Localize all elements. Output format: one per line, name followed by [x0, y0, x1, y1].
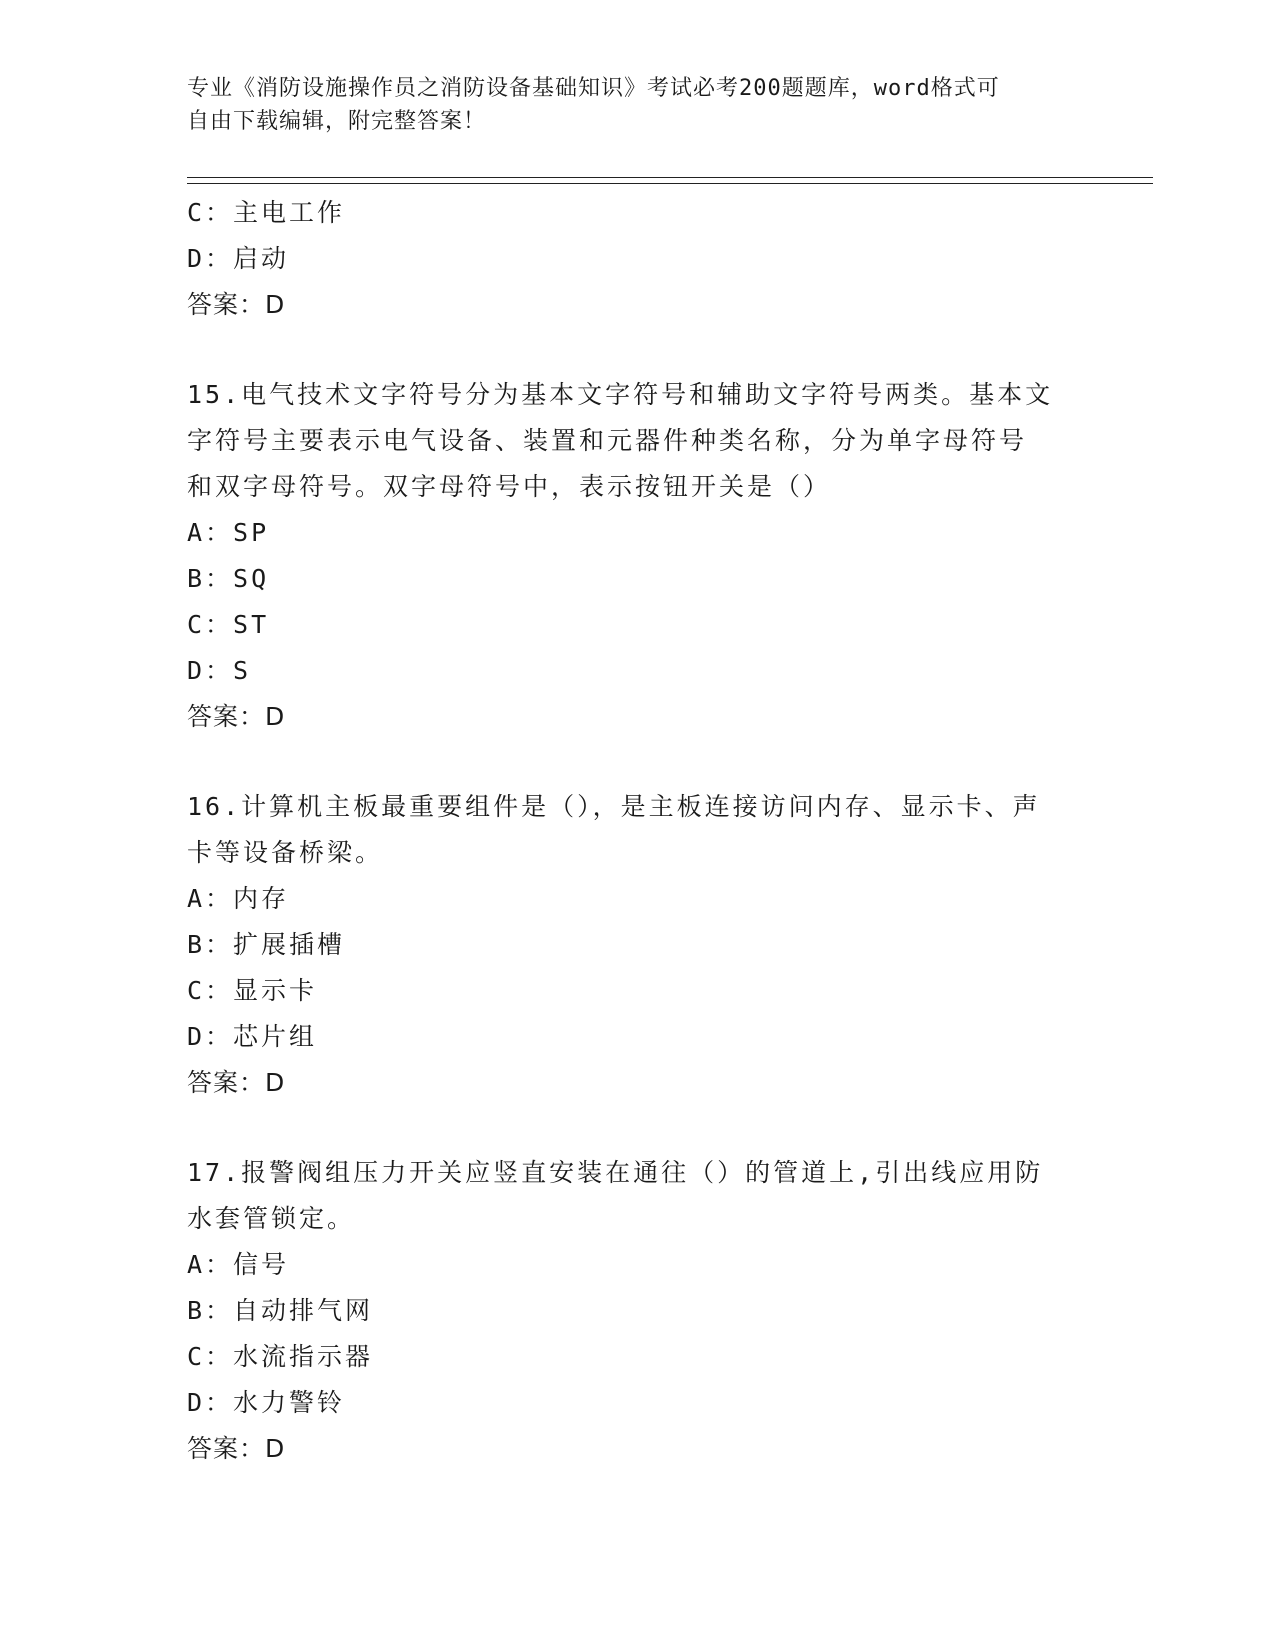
question-stem-line: 和双字母符号。双字母符号中，表示按钮开关是（）: [187, 472, 832, 501]
option-a: A：信号: [187, 1250, 290, 1279]
option-b: B：SQ: [187, 564, 270, 593]
question-stem-line: 水套管锁定。: [187, 1204, 356, 1233]
question-stem-line: 17.报警阀组压力开关应竖直安装在通往（）的管道上,引出线应用防: [187, 1158, 1044, 1187]
option-d: D：水力警铃: [187, 1388, 346, 1417]
question-stem-line: 卡等设备桥梁。: [187, 838, 384, 867]
answer-line: 答案：D: [187, 1068, 286, 1097]
document-header: [187, 72, 1067, 138]
option-b: B：自动排气网: [187, 1296, 374, 1325]
option-a: A：SP: [187, 518, 270, 547]
answer-line: 答案：D: [187, 290, 286, 319]
option-c: C：显示卡: [187, 976, 318, 1005]
option-a: A：内存: [187, 884, 290, 913]
question-stem-line: 字符号主要表示电气设备、装置和元器件种类名称，分为单字母符号: [187, 426, 1028, 455]
question-stem-line: 16.计算机主板最重要组件是（），是主板连接访问内存、显示卡、声: [187, 792, 1041, 821]
option-b: B：扩展插槽: [187, 930, 346, 959]
header-divider-bottom: [187, 183, 1153, 184]
question-15: [187, 372, 1067, 740]
spacer: [187, 328, 1067, 372]
question-17: [187, 1150, 1067, 1472]
question-list: [187, 190, 1067, 1472]
spacer: [187, 740, 1067, 784]
option-c: C：ST: [187, 610, 270, 639]
question-14-tail: [187, 190, 1067, 328]
option-d: D：S: [187, 656, 252, 685]
answer-line: 答案：D: [187, 702, 286, 731]
option-d: D：芯片组: [187, 1022, 318, 1051]
question-stem-line: 15.电气技术文字符号分为基本文字符号和辅助文字符号两类。基本文: [187, 380, 1054, 409]
option-c: C：主电工作: [187, 198, 346, 227]
option-d: D：启动: [187, 244, 290, 273]
answer-line: 答案：D: [187, 1434, 286, 1463]
header-line-1: 专业《消防设施操作员之消防设备基础知识》考试必考200题题库，word格式可: [187, 76, 1000, 101]
header-divider-top: [187, 177, 1153, 178]
question-16: [187, 784, 1067, 1106]
spacer: [187, 1106, 1067, 1150]
option-c: C：水流指示器: [187, 1342, 374, 1371]
header-line-2: 自由下载编辑，附完整答案！: [187, 109, 487, 134]
